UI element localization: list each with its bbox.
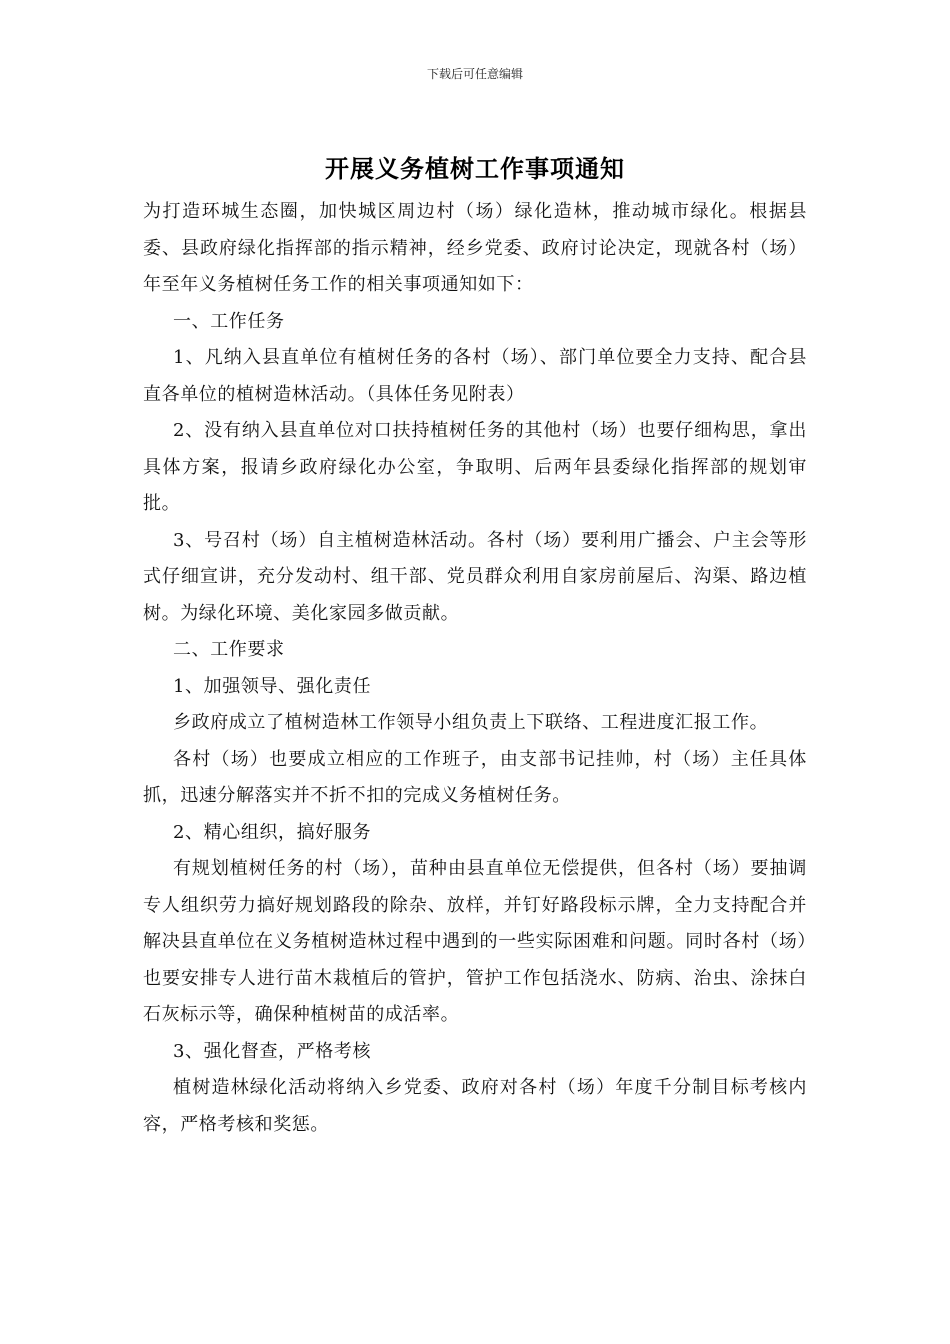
- section-heading-requirements: 二、工作要求: [173, 639, 285, 660]
- header-note: 下载后可任意编辑: [426, 67, 523, 81]
- requirement-heading-2: 2、精心组织，搞好服务: [173, 821, 372, 843]
- requirement-2-paragraph: 有规划植树任务的村（场），苗种由县直单位无偿提供，但各村（场）要抽调专人组织劳力搞好规划路段的除杂、放样，并钉好路段标示牌，全力支持配合并解决县直单位在义务植树造林过程中遇到的一些实际困难和问题。同时各村（场）也要安排专人进行苗木栽植后的管护，管护工作包括浇水、防病、治虫、涂抹白石灰标示等，确保种植树苗的成活率。: [143, 858, 807, 1025]
- requirement-heading-1: 1、加强领导、强化责任: [173, 675, 372, 697]
- document-title: 开展义务植树工作事项通知: [325, 154, 625, 183]
- section-heading-tasks: 一、工作任务: [173, 310, 285, 332]
- task-item-3: 3、号召村（场）自主植树造林活动。各村（场）要利用广播会、户主会等形式仔细宣讲，充分发动村、组干部、党员群众利用自家房前屋后、沟渠、路边植树。为绿化环境、美化家园多做贡献。: [143, 529, 807, 624]
- task-item-1: 1、凡纳入县直单位有植树任务的各村（场）、部门单位要全力支持、配合县直各单位的植树造林活动。（具体任务见附表）: [143, 347, 807, 405]
- requirement-1-paragraph-1: 乡政府成立了植树造林工作领导小组负责上下联络、工程进度汇报工作。: [173, 712, 769, 733]
- intro-paragraph: 为打造环城生态圈，加快城区周边村（场）绿化造林，推动城市绿化。根据县委、县政府绿化指挥部的指示精神，经乡党委、政府讨论决定，现就各村（场）年至年义务植树任务工作的相关事项通知如下：: [143, 201, 807, 295]
- task-item-2: 2、没有纳入县直单位对口扶持植树任务的其他村（场）也要仔细构思，拿出具体方案，报请乡政府绿化办公室，争取明、后两年县委绿化指挥部的规划审批。: [143, 420, 807, 514]
- requirement-3-paragraph: 植树造林绿化活动将纳入乡党委、政府对各村（场）年度千分制目标考核内容，严格考核和奖惩。: [143, 1077, 807, 1135]
- document-body: [143, 194, 807, 1143]
- requirement-heading-3: 3、强化督查，严格考核: [173, 1040, 372, 1062]
- requirement-1-paragraph-2: 各村（场）也要成立相应的工作班子，由支部书记挂帅，村（场）主任具体抓，迅速分解落实并不折不扣的完成义务植树任务。: [143, 748, 807, 806]
